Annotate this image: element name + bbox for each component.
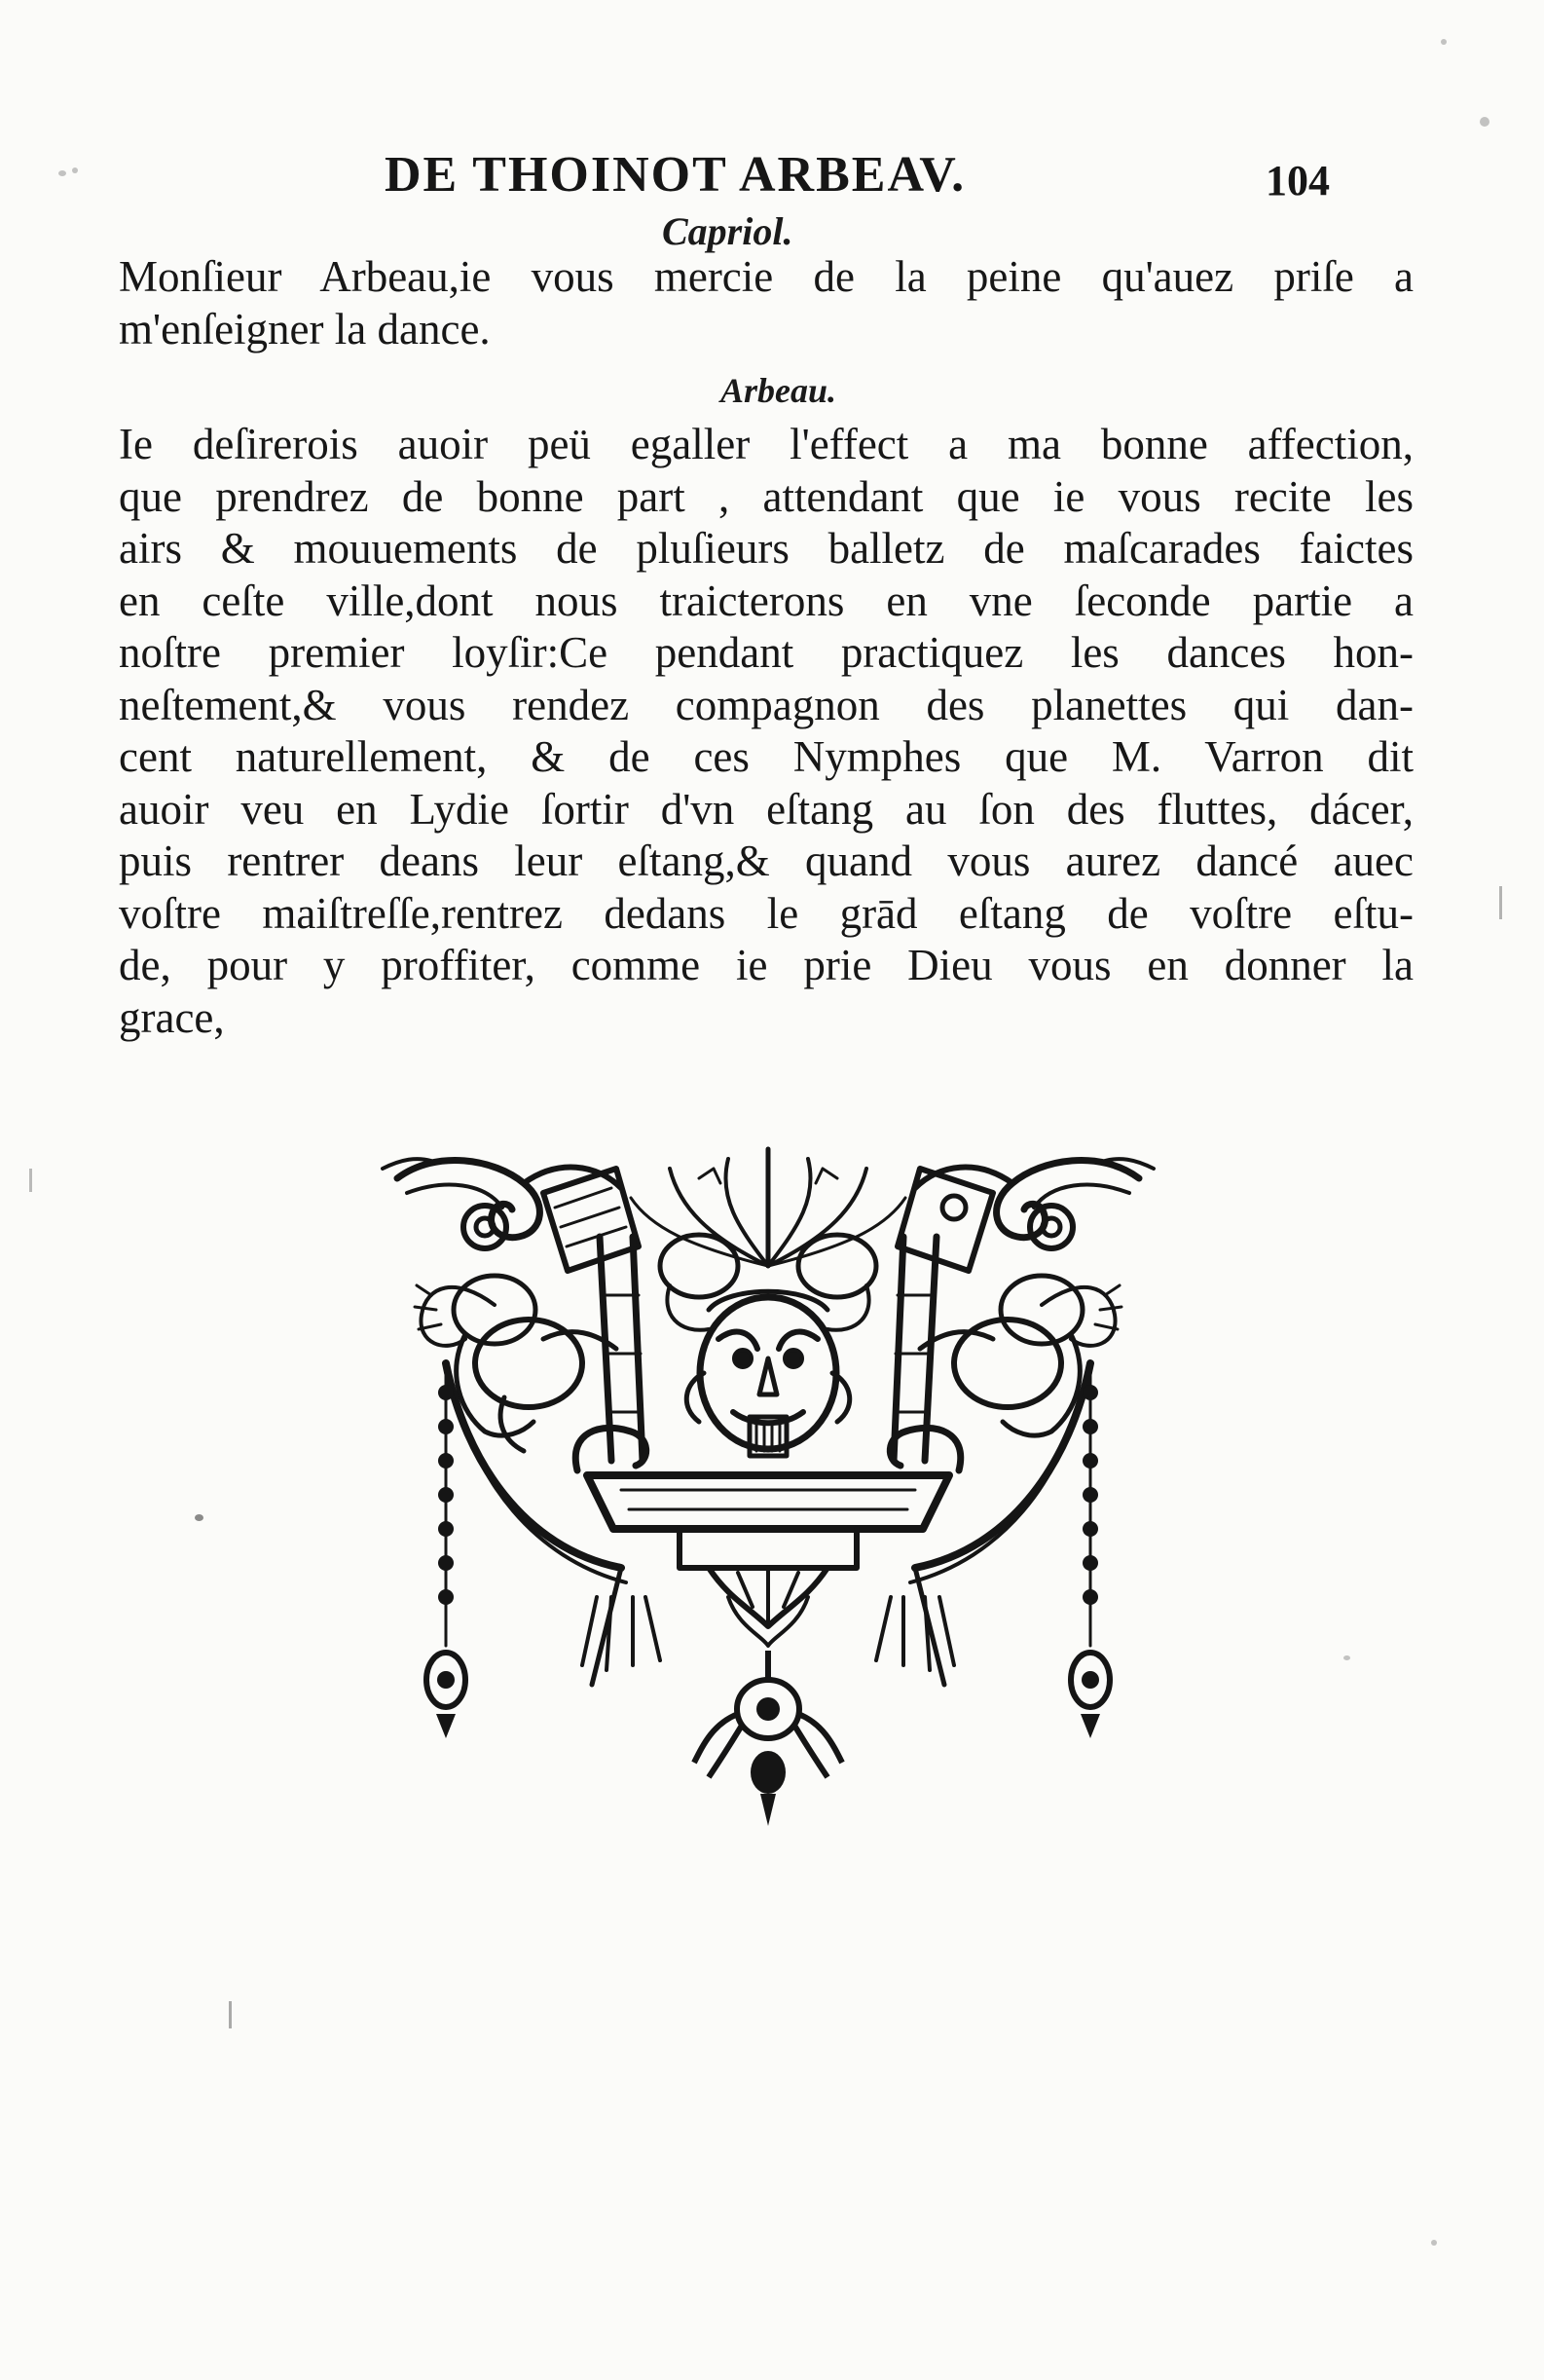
scan-speck bbox=[29, 1169, 32, 1192]
scan-speck bbox=[72, 167, 78, 173]
scan-speck bbox=[1431, 2240, 1437, 2246]
scan-speck bbox=[58, 170, 66, 176]
text-line: Ie deſirerois auoir peü egaller l'effect a ma bonne affection, bbox=[119, 420, 1414, 468]
text-line: en ceſte ville,dont nous traicterons en vne ſeconde partie a bbox=[119, 576, 1414, 625]
scan-speck bbox=[229, 2001, 232, 2028]
text-line: m'enſeigner la dance. bbox=[119, 304, 491, 353]
text-line: Monſieur Arbeau,ie vous mercie de la peine qu'auez priſe a bbox=[119, 252, 1414, 301]
text-line: auoir veu en Lydie ſortir d'vn eſtang au ſon des fluttes, dácer, bbox=[119, 784, 1414, 834]
text-line: airs & mouuements de pluſieurs balletz de maſcarades faictes bbox=[119, 524, 1414, 573]
text-line: neſtement,& vous rendez compagnon des planettes qui dan- bbox=[119, 680, 1414, 729]
text-line: voſtre maiſtreſſe,rentrez dedans le grād eſtang de voſtre eſtu- bbox=[119, 888, 1414, 938]
grotesque-tailpiece-icon bbox=[378, 1139, 1158, 1831]
text-line: noſtre premier loyſir:Ce pendant practiquez les dances hon- bbox=[119, 628, 1414, 677]
scan-speck bbox=[1441, 39, 1447, 45]
speaker-capriol: Capriol. bbox=[662, 209, 793, 253]
speaker-arbeau: Arbeau. bbox=[720, 371, 837, 410]
running-head: DE THOINOT ARBEAV. bbox=[385, 147, 967, 203]
text-line: que prendrez de bonne part , attendant que ie vous recite les bbox=[119, 471, 1414, 521]
scan-speck bbox=[195, 1514, 203, 1521]
scan-speck bbox=[1499, 886, 1502, 919]
scan-speck bbox=[1480, 117, 1489, 127]
scan-speck bbox=[1343, 1655, 1350, 1660]
capriol-paragraph bbox=[119, 251, 1414, 355]
text-line: grace, bbox=[119, 992, 225, 1042]
text-line: puis rentrer deans leur eſtang,& quand vous aurez dancé auec bbox=[119, 837, 1414, 885]
text-line: de, pour y proffiter, comme ie prie Dieu vous en donner la bbox=[119, 941, 1414, 989]
text-line: cent naturellement, & de ces Nymphes que M. Varron dit bbox=[119, 732, 1414, 781]
page-number: 104 bbox=[1266, 157, 1330, 205]
arbeau-paragraph bbox=[119, 419, 1414, 1044]
